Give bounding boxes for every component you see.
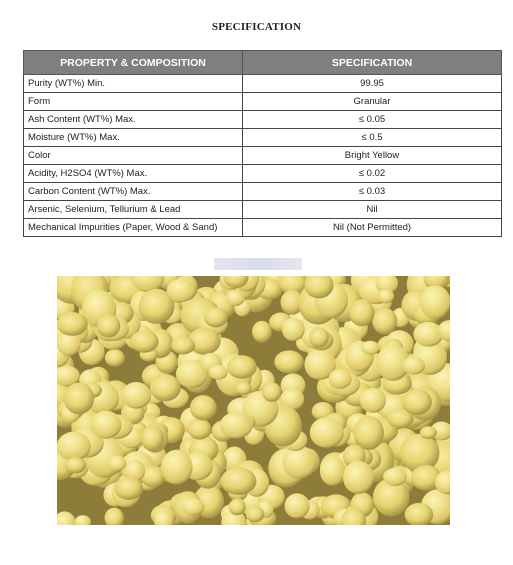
value-cell: 99.95 [243,75,502,93]
sulfur-granule [108,456,126,471]
sulfur-granule [252,321,272,343]
sulfur-granule [105,349,125,367]
sulfur-granule [378,289,394,303]
sulfur-granule [91,411,122,439]
sulfur-granule [65,457,86,473]
table-row [24,183,502,201]
sulfur-granule [115,477,144,500]
sulfur-granule [282,318,305,341]
sulfur-granule [190,395,217,420]
sulfur-granule [188,419,212,440]
sulfur-granule [320,456,346,485]
sulfur-granule [227,355,257,379]
sulfur-granule [171,337,195,355]
value-cell: Granular [243,93,502,111]
value-cell: Nil [243,201,502,219]
sulfur-granule [121,382,151,409]
sulfur-granule [372,308,397,335]
sulfur-granule [130,330,159,352]
sulfur-granule [274,350,303,373]
sulfur-granule [246,506,265,522]
sulfur-granule [310,417,344,448]
sulfur-granules-photo [57,276,450,525]
sulfur-granule [402,357,425,375]
value-cell: ≤ 0.05 [243,111,502,129]
property-cell: Mechanical Impurities (Paper, Wood & Sand) [24,219,243,237]
value-cell: ≤ 0.02 [243,165,502,183]
table-row [24,165,502,183]
property-cell: Color [24,147,243,165]
sulfur-granule [262,382,281,402]
sulfur-granule [235,382,251,395]
sulfur-granule [349,299,374,326]
sulfur-granule [57,312,88,336]
sulfur-granule [161,450,193,485]
property-cell: Carbon Content (WT%) Max. [24,183,243,201]
value-cell: Nil (Not Permitted) [243,219,502,237]
value-cell: ≤ 0.5 [243,129,502,147]
sulfur-granule [220,412,253,438]
property-cell: Moisture (WT%) Max. [24,129,243,147]
sulfur-granule [229,499,246,516]
property-cell: Acidity, H2SO4 (WT%) Max. [24,165,243,183]
sulfur-granule [420,285,450,319]
table-header-row [24,51,502,75]
sulfur-granule [353,416,384,450]
value-cell: Bright Yellow [243,147,502,165]
sulfur-granule [57,432,91,461]
sulfur-granule [226,290,245,306]
sulfur-granule [221,467,257,495]
sulfur-granule [167,279,195,303]
sulfur-granule [420,426,437,439]
property-cell: Form [24,93,243,111]
sulfur-granule [209,365,228,380]
sulfur-granule [285,493,310,518]
property-cell: Arsenic, Selenium, Tellurium & Lead [24,201,243,219]
sulfur-granule [204,307,228,327]
header-property: PROPERTY & COMPOSITION [24,51,243,75]
table-row [24,111,502,129]
value-cell: ≤ 0.03 [243,183,502,201]
table-row [24,75,502,93]
header-specification: SPECIFICATION [243,51,502,75]
granules-illustration [57,276,450,525]
sulfur-granule [309,327,329,347]
sulfur-granule [282,446,316,479]
sulfur-granule [64,383,94,415]
specification-table [23,50,502,237]
sulfur-granule [97,314,120,337]
sulfur-granule [150,374,181,401]
table-row [24,219,502,237]
property-cell: Ash Content (WT%) Max. [24,111,243,129]
sulfur-granule [181,498,204,516]
sulfur-granule [343,461,374,494]
watermark-banner [214,258,302,270]
sulfur-granule [361,341,380,355]
property-cell: Purity (WT%) Min. [24,75,243,93]
sulfur-granule [329,369,352,389]
sulfur-granule [360,388,386,413]
table-row [24,93,502,111]
table-row [24,201,502,219]
sulfur-granule [141,425,164,451]
page-title: SPECIFICATION [211,21,302,33]
sulfur-granule [383,468,407,486]
sulfur-granule [402,389,432,415]
table-row [24,147,502,165]
table-row [24,129,502,147]
